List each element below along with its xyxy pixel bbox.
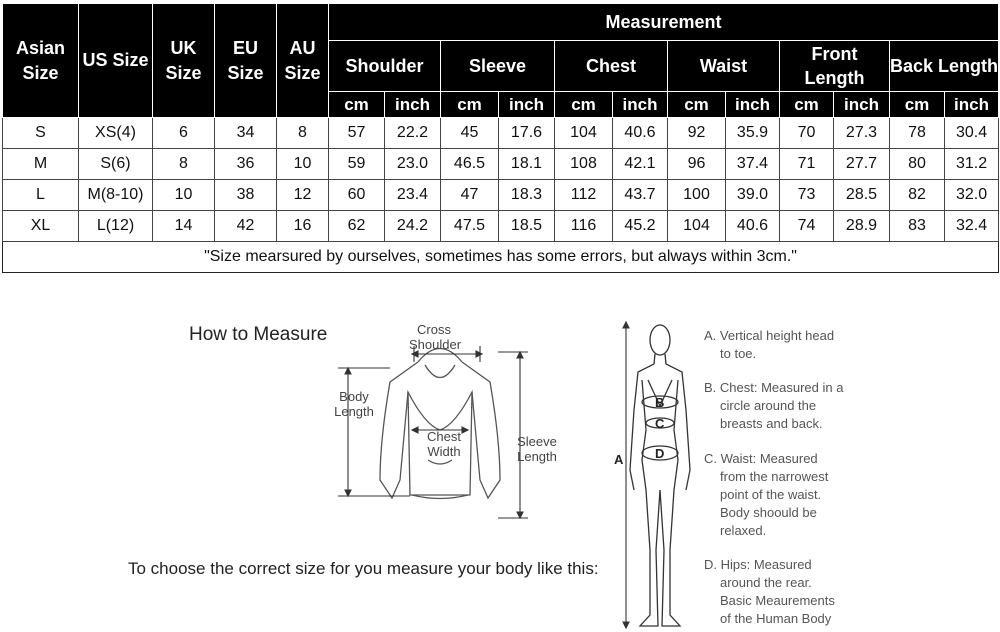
- table-cell: 73: [780, 180, 834, 211]
- table-cell: 32.4: [945, 211, 999, 242]
- table-cell: 36: [215, 149, 277, 180]
- table-cell: 43.7: [613, 180, 668, 211]
- table-cell: 28.9: [834, 211, 890, 242]
- table-cell: 8: [277, 118, 329, 149]
- figure-letter-a: A: [614, 452, 624, 467]
- table-cell: 18.1: [499, 149, 555, 180]
- header-uk-size: UK Size: [153, 4, 215, 118]
- legend-c: [704, 450, 828, 540]
- figure-letter-d: D: [655, 446, 665, 461]
- legend-a-line1: A. Vertical height head: [704, 328, 835, 343]
- table-cell: 104: [555, 118, 613, 149]
- cross-shoulder-label: Cross Shoulder: [409, 322, 462, 352]
- table-cell: 45: [441, 118, 499, 149]
- header-unit: inch: [385, 92, 441, 118]
- table-cell: 82: [890, 180, 945, 211]
- header-unit: inch: [834, 92, 890, 118]
- table-cell: 42.1: [613, 149, 668, 180]
- legend-d-line2: around the rear.: [720, 575, 812, 590]
- table-cell: 22.2: [385, 118, 441, 149]
- header-measurement: Measurement: [329, 4, 999, 41]
- header-unit: inch: [613, 92, 668, 118]
- header-group: Front Length: [780, 41, 890, 92]
- table-cell: 62: [329, 211, 385, 242]
- table-cell: 71: [780, 149, 834, 180]
- header-group: Chest: [555, 41, 668, 92]
- table-cell: 70: [780, 118, 834, 149]
- table-cell: 27.3: [834, 118, 890, 149]
- table-cell: 40.6: [613, 118, 668, 149]
- table-cell: 83: [890, 211, 945, 242]
- table-cell: 23.0: [385, 149, 441, 180]
- header-unit: cm: [441, 92, 499, 118]
- table-cell: 10: [277, 149, 329, 180]
- legend-b-line2: circle around the: [720, 398, 817, 413]
- legend-b-line3: breasts and back.: [720, 416, 823, 431]
- size-chart-table: [2, 3, 999, 273]
- header-unit: cm: [668, 92, 726, 118]
- table-cell: M: [3, 149, 79, 180]
- table-cell: 112: [555, 180, 613, 211]
- header-unit: cm: [890, 92, 945, 118]
- table-cell: 14: [153, 211, 215, 242]
- legend-d: [704, 556, 835, 628]
- table-cell: M(8-10): [79, 180, 153, 211]
- table-cell: 35.9: [726, 118, 780, 149]
- table-cell: 104: [668, 211, 726, 242]
- table-cell: 28.5: [834, 180, 890, 211]
- legend-c-line5: relaxed.: [720, 523, 767, 538]
- header-unit: cm: [780, 92, 834, 118]
- table-cell: XS(4): [79, 118, 153, 149]
- table-cell: 10: [153, 180, 215, 211]
- table-cell: 108: [555, 149, 613, 180]
- table-cell: 18.3: [499, 180, 555, 211]
- body-length-label: Body Length: [334, 389, 374, 419]
- table-cell: 74: [780, 211, 834, 242]
- table-cell: 46.5: [441, 149, 499, 180]
- legend-c-line2: from the narrowest: [720, 469, 829, 484]
- human-figure-diagram: [610, 320, 700, 632]
- header-eu-size: EU Size: [215, 4, 277, 118]
- table-cell: S: [3, 118, 79, 149]
- table-cell: 34: [215, 118, 277, 149]
- table-cell: 23.4: [385, 180, 441, 211]
- measurement-note: "Size mearsured by ourselves, sometimes has some errors, but always within 3cm.": [3, 242, 999, 273]
- table-cell: 100: [668, 180, 726, 211]
- legend-d-line1: D. Hips: Measured: [704, 557, 812, 572]
- table-cell: 47.5: [441, 211, 499, 242]
- table-row: [3, 180, 999, 211]
- table-cell: 78: [890, 118, 945, 149]
- table-row: [3, 149, 999, 180]
- table-row: [3, 118, 999, 149]
- header-au-size: AU Size: [277, 4, 329, 118]
- table-cell: 60: [329, 180, 385, 211]
- legend-c-line3: point of the waist.: [720, 487, 822, 502]
- legend-d-line3: Basic Meaurements: [720, 593, 835, 608]
- header-group: Shoulder: [329, 41, 441, 92]
- header-unit: cm: [555, 92, 613, 118]
- table-cell: 8: [153, 149, 215, 180]
- header-us-size: US Size: [79, 4, 153, 118]
- how-to-measure-title: How to Measure: [189, 324, 328, 345]
- header-unit: cm: [329, 92, 385, 118]
- legend-b-line1: B. Chest: Measured in a: [704, 380, 844, 395]
- figure-letter-c: C: [655, 416, 665, 431]
- header-group: Back Length: [890, 41, 999, 92]
- table-cell: 16: [277, 211, 329, 242]
- table-cell: 96: [668, 149, 726, 180]
- legend-c-line1: C. Waist: Measured: [704, 451, 818, 466]
- chest-width-label: Chest Width: [427, 429, 461, 459]
- legend-a-line2: to toe.: [720, 346, 757, 361]
- table-cell: 24.2: [385, 211, 441, 242]
- header-unit: inch: [945, 92, 999, 118]
- table-cell: 40.6: [726, 211, 780, 242]
- table-cell: 6: [153, 118, 215, 149]
- legend-d-line4: of the Human Body: [720, 611, 832, 626]
- table-cell: 38: [215, 180, 277, 211]
- table-cell: 39.0: [726, 180, 780, 211]
- table-cell: S(6): [79, 149, 153, 180]
- table-cell: 57: [329, 118, 385, 149]
- table-cell: 18.5: [499, 211, 555, 242]
- table-cell: 80: [890, 149, 945, 180]
- header-unit: inch: [726, 92, 780, 118]
- table-cell: 59: [329, 149, 385, 180]
- table-row: [3, 211, 999, 242]
- table-cell: 27.7: [834, 149, 890, 180]
- legend-a: [704, 327, 834, 363]
- measure-caption: To choose the correct size for you measure your body like this:: [128, 559, 599, 578]
- legend-c-line4: Body shoould be: [720, 505, 817, 520]
- table-cell: 31.2: [945, 149, 999, 180]
- legend-b: [704, 379, 843, 433]
- table-cell: 42: [215, 211, 277, 242]
- table-cell: L: [3, 180, 79, 211]
- table-cell: L(12): [79, 211, 153, 242]
- table-cell: 30.4: [945, 118, 999, 149]
- table-cell: XL: [3, 211, 79, 242]
- table-cell: 32.0: [945, 180, 999, 211]
- table-cell: 45.2: [613, 211, 668, 242]
- header-unit: inch: [499, 92, 555, 118]
- header-asian-size: Asian Size: [3, 4, 79, 118]
- table-cell: 47: [441, 180, 499, 211]
- table-cell: 116: [555, 211, 613, 242]
- sleeve-length-label: Sleeve Length: [517, 434, 557, 464]
- figure-letter-b: B: [655, 395, 665, 410]
- table-cell: 92: [668, 118, 726, 149]
- table-cell: 12: [277, 180, 329, 211]
- table-cell: 17.6: [499, 118, 555, 149]
- table-cell: 37.4: [726, 149, 780, 180]
- header-group: Waist: [668, 41, 780, 92]
- header-group: Sleeve: [441, 41, 555, 92]
